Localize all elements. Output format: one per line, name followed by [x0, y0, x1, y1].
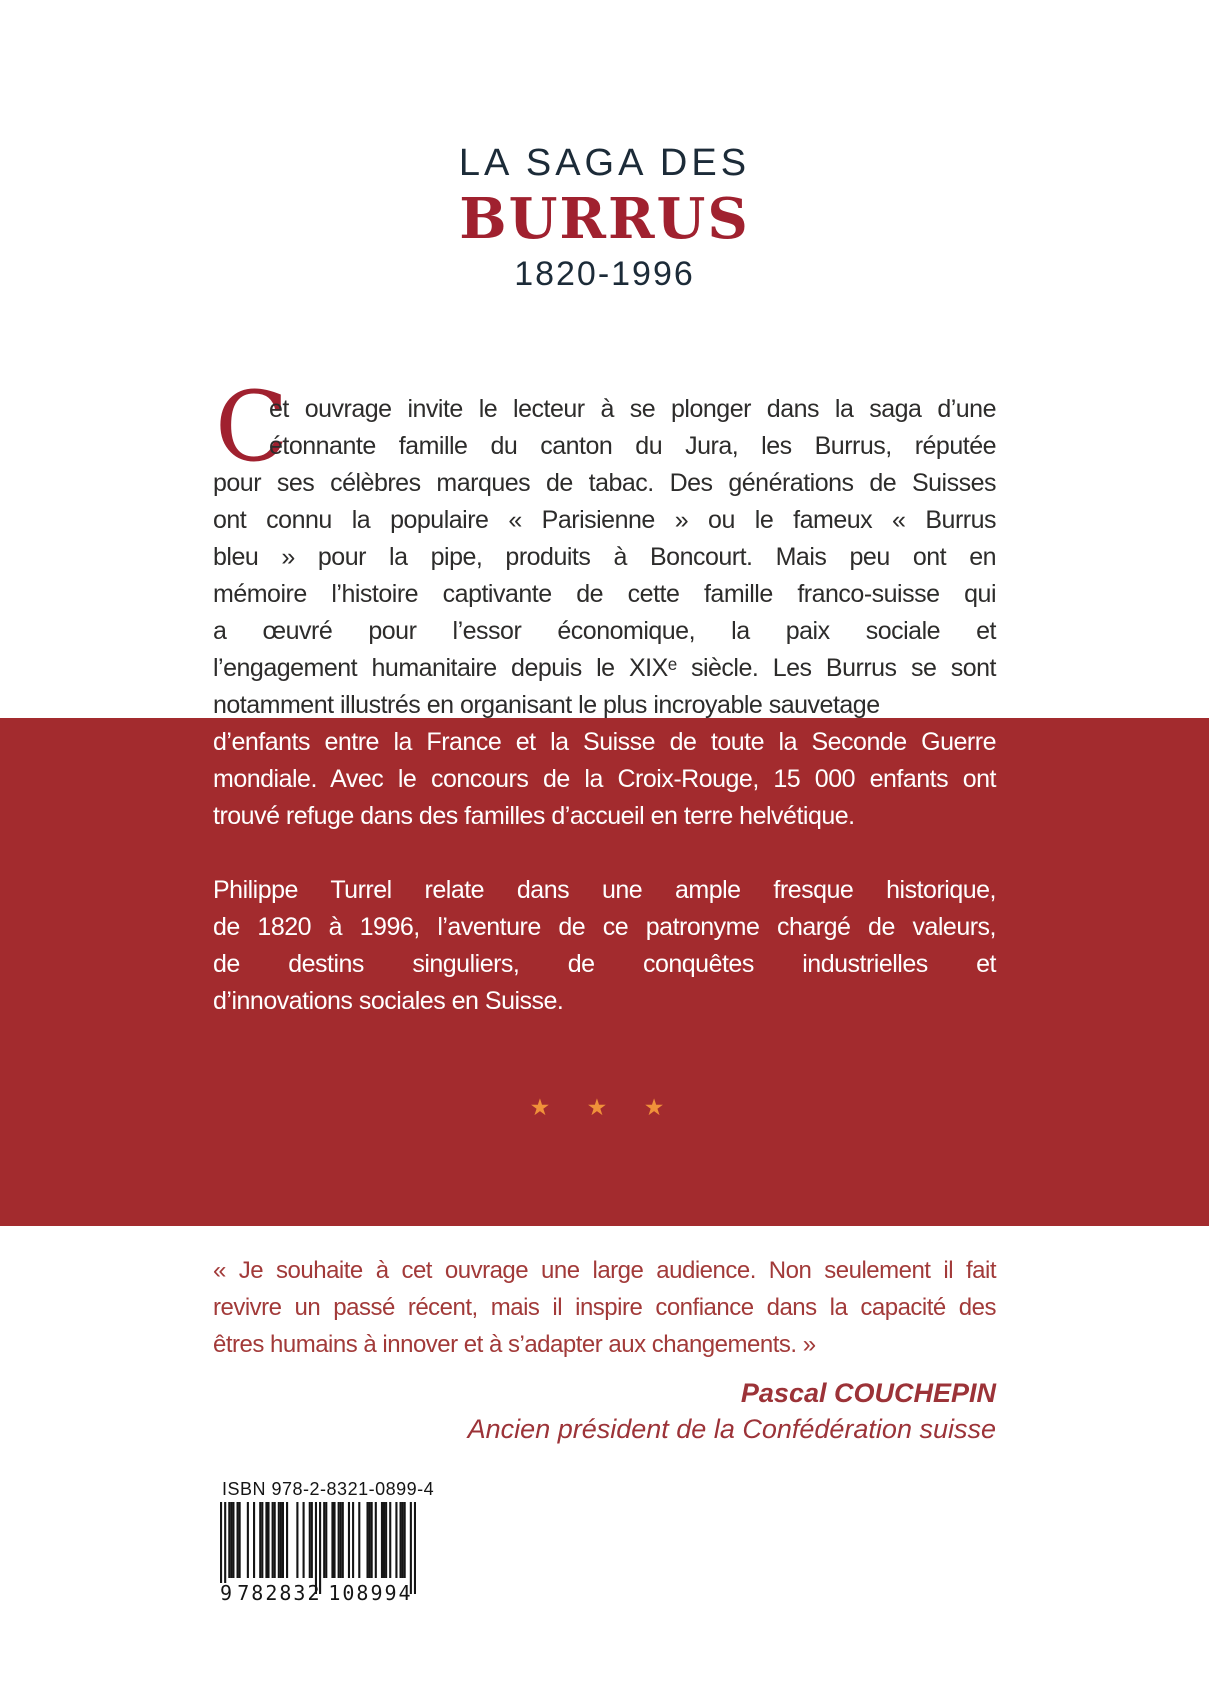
- book-title-line1: LA SAGA DES: [458, 142, 751, 184]
- title-block: [213, 140, 996, 294]
- quote-author: Pascal COUCHEPIN: [740, 1378, 996, 1408]
- text-line: de destins singuliers, de conquêtes industrielles et: [213, 950, 996, 978]
- text-line: notamment illustrés en organisant le plus incroyable sauvetage: [213, 691, 880, 719]
- text-line: revivre un passé récent, mais il inspire confiance dans la capacité des: [213, 1294, 996, 1321]
- text-line: l’engagement humanitaire depuis le XIXᵉ siècle. Les Burrus se sont: [213, 654, 996, 682]
- barcode-digits-group1: 782832: [237, 1581, 322, 1605]
- barcode-digit-left: 9: [220, 1581, 233, 1605]
- synopsis-paragraph-dark: [213, 391, 996, 724]
- text-line: étonnante famille du canton du Jura, les Burrus, réputée: [269, 432, 996, 460]
- quote-text: [213, 1252, 996, 1363]
- quote-author-title: Ancien président de la Confédération suisse: [467, 1414, 996, 1444]
- barcode-digits: [220, 1583, 416, 1603]
- text-line: « Je souhaite à cet ouvrage une large audience. Non seulement il fait: [213, 1257, 996, 1284]
- text-line: a œuvré pour l’essor économique, la paix sociale et: [213, 617, 996, 645]
- text-line: pour ses célèbres marques de tabac. Des générations de Suisses: [213, 469, 996, 497]
- author-summary-paragraph: [213, 872, 996, 1020]
- text-line: mondiale. Avec le concours de la Croix-Rouge, 15 000 enfants ont: [213, 765, 996, 793]
- book-title-main: BURRUS: [459, 186, 750, 252]
- decorative-stars: ★ ★ ★: [529, 1094, 680, 1120]
- text-line: d’enfants entre la France et la Suisse de toute la Seconde Guerre: [213, 728, 996, 756]
- barcode-digits-group2: 108994: [328, 1581, 413, 1605]
- text-line: trouvé refuge dans des familles d’accueil en terre helvétique.: [213, 802, 855, 830]
- text-line: ont connu la populaire « Parisienne » ou le fameux « Burrus: [213, 506, 996, 534]
- text-line: mémoire l’histoire captivante de cette famille franco-suisse qui: [213, 580, 996, 608]
- text-line: de 1820 à 1996, l’aventure de ce patronyme chargé de valeurs,: [213, 913, 996, 941]
- text-line: bleu » pour la pipe, produits à Boncourt. Mais peu ont en: [213, 543, 996, 571]
- synopsis-paragraph-white: [213, 724, 996, 835]
- book-title-years: 1820-1996: [514, 255, 695, 293]
- text-line: et ouvrage invite le lecteur à se plonger dans la saga d’une: [269, 395, 996, 423]
- text-line: d’innovations sociales en Suisse.: [213, 987, 564, 1015]
- barcode: [210, 1502, 416, 1603]
- isbn-block: [210, 1478, 435, 1605]
- isbn-label: ISBN 978-2-8321-0899-4: [222, 1479, 435, 1499]
- drop-cap: C: [215, 371, 289, 483]
- text-line: Philippe Turrel relate dans une ample fresque historique,: [213, 876, 996, 904]
- text-line: êtres humains à innover et à s’adapter aux changements. »: [213, 1331, 816, 1358]
